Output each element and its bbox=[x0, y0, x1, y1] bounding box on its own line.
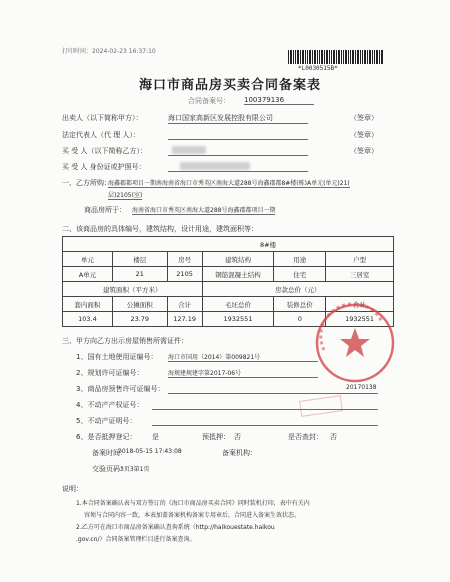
land-value: 海口市国用（2014）第009821号 bbox=[168, 352, 318, 362]
plan-value: 海规建规建字第2017-06号 bbox=[168, 368, 318, 378]
seized-label: 是否查封： bbox=[288, 433, 323, 441]
buyer-label: 买 受 人（以下简称乙方）： bbox=[62, 147, 147, 155]
pre-register-label: 预抵押： bbox=[202, 433, 230, 441]
legal-rep-line bbox=[168, 139, 308, 140]
buyer-line bbox=[168, 155, 308, 156]
barcode bbox=[288, 50, 384, 64]
presale-line bbox=[168, 393, 378, 394]
notes-heading: 说明： bbox=[62, 485, 83, 493]
building-cell: 8#楼 bbox=[63, 237, 394, 252]
legal-rep-label: 法定代表人（代 理 人）： bbox=[62, 131, 140, 139]
col-total-area: 合计 bbox=[167, 297, 202, 312]
document-title: 海口市商品房买卖合同备案表 bbox=[139, 78, 322, 93]
faint-stamp bbox=[299, 395, 343, 417]
notes-line3: 2.乙方可在海口市商品房备案确认查询系统（http://haikouestate.haikou bbox=[76, 524, 275, 531]
col-rough-price: 毛坯总价 bbox=[202, 297, 274, 312]
buyer-id-label: 买 受 人 身份证或护照号： bbox=[62, 163, 146, 171]
property-cert-label: 4、不动产产权证号： bbox=[76, 401, 144, 409]
col-floor: 楼层 bbox=[112, 252, 167, 267]
presale-value: 20170138 bbox=[346, 384, 377, 391]
page-label: 交验页码： bbox=[92, 465, 127, 473]
use-value: 住宅 bbox=[274, 267, 326, 282]
col-shared-area: 公摊面积 bbox=[112, 297, 167, 312]
land-cert-line bbox=[152, 425, 378, 426]
mortgage-value: 是 bbox=[152, 433, 159, 441]
col-type: 户型 bbox=[326, 252, 394, 267]
area-header: 建筑面积（平方米） bbox=[63, 282, 203, 297]
land-cert-label: 5、不动产证明号： bbox=[76, 417, 137, 425]
inner-area-value: 103.4 bbox=[63, 312, 113, 327]
type-value: 三居室 bbox=[326, 267, 394, 282]
record-time: 2018-05-15 17:43:08 bbox=[118, 448, 182, 455]
deco-price-value: 0 bbox=[274, 312, 326, 327]
section1-heading: 一、乙方所购： bbox=[62, 179, 111, 187]
plan-label: 2、规划许可证编号： bbox=[76, 369, 144, 377]
record-time-label: 备案时间： bbox=[92, 449, 127, 457]
page-value: 3页3第1页 bbox=[120, 466, 150, 473]
buyer-sign: （签章） bbox=[350, 147, 378, 155]
col-structure: 建筑结构 bbox=[202, 252, 274, 267]
seller-label: 出卖人（以下简称甲方）： bbox=[62, 114, 143, 122]
land-label: 1、国有土地使用证编号： bbox=[76, 353, 158, 361]
floor-value: 21 bbox=[112, 267, 167, 282]
sum-price-value: 1932551 bbox=[326, 312, 394, 327]
pre-register-value: 否 bbox=[234, 433, 241, 441]
project-value: 海南省海口市秀英区南海大道288号海鑫郡都项目一期 bbox=[132, 207, 276, 214]
buyer-id-redacted bbox=[180, 162, 250, 170]
presale-label: 3、商品房预售许可证编号： bbox=[76, 385, 165, 393]
col-deco-price: 装修总价 bbox=[274, 297, 326, 312]
buyer-name-redacted bbox=[172, 146, 206, 154]
col-sum-price: 合计 bbox=[326, 297, 394, 312]
col-unit: 单元 bbox=[63, 252, 113, 267]
col-room: 房号 bbox=[167, 252, 202, 267]
record-unit-label: 备案机构： bbox=[222, 449, 257, 457]
seller-sign: （签章） bbox=[350, 114, 378, 122]
property-address-line1: 海鑫郡都项目一期南海南省海口市秀英区南海大道288号海鑫郡都8#楼(栋)A单元(单元)21( bbox=[108, 180, 350, 187]
official-seal bbox=[312, 300, 398, 386]
col-use: 用途 bbox=[274, 252, 326, 267]
shared-area-value: 23.79 bbox=[112, 312, 167, 327]
price-header: 房款总价（元） bbox=[202, 282, 393, 297]
section2-heading: 二、该商品房的具体编号，建筑结构，设计用途，建筑面积等： bbox=[62, 225, 258, 233]
buyer-id-line bbox=[168, 171, 308, 172]
col-inner-area: 套内面积 bbox=[63, 297, 113, 312]
notes-line4: .gov.cn/）合同备案管理栏目进行备案查询。 bbox=[76, 536, 196, 543]
seized-value: 否 bbox=[330, 433, 337, 441]
structure-value: 钢筋混凝土结构 bbox=[202, 267, 274, 282]
notes-line1: 1.本合同备案确认表与双方签订的《海口市商品房买卖合同》同时装机打印，表中有关内 bbox=[76, 500, 310, 507]
property-address-line2: 层)2105(室) bbox=[108, 192, 143, 199]
legal-rep-sign: （签章） bbox=[350, 131, 378, 139]
unit-value: A单元 bbox=[63, 267, 113, 282]
section3-heading: 三、甲方向乙方出示房屋销售所需证件： bbox=[62, 337, 188, 345]
project-label: 商品房所于： bbox=[84, 206, 126, 214]
contract-no-label: 合同备案号： bbox=[188, 97, 230, 105]
room-value: 2105 bbox=[167, 267, 202, 282]
total-area-value: 127.19 bbox=[167, 312, 202, 327]
print-time: 打印时间：2024-02-23 16:37:10 bbox=[62, 48, 156, 55]
property-cert-line bbox=[152, 409, 378, 410]
seller-name: 海口国家高新区发展控股有限公司 bbox=[168, 113, 308, 124]
rough-price-value: 1932551 bbox=[202, 312, 274, 327]
barcode-text: *L0030515B* bbox=[298, 65, 338, 72]
notes-line2: 容须与合同内容一致，本表加盖备案机构备案专用章后，合同进入备案生效状态。 bbox=[84, 512, 301, 519]
contract-no: 100379136 bbox=[244, 96, 314, 105]
mortgage-label: 6、是否抵押登记： bbox=[76, 433, 137, 441]
